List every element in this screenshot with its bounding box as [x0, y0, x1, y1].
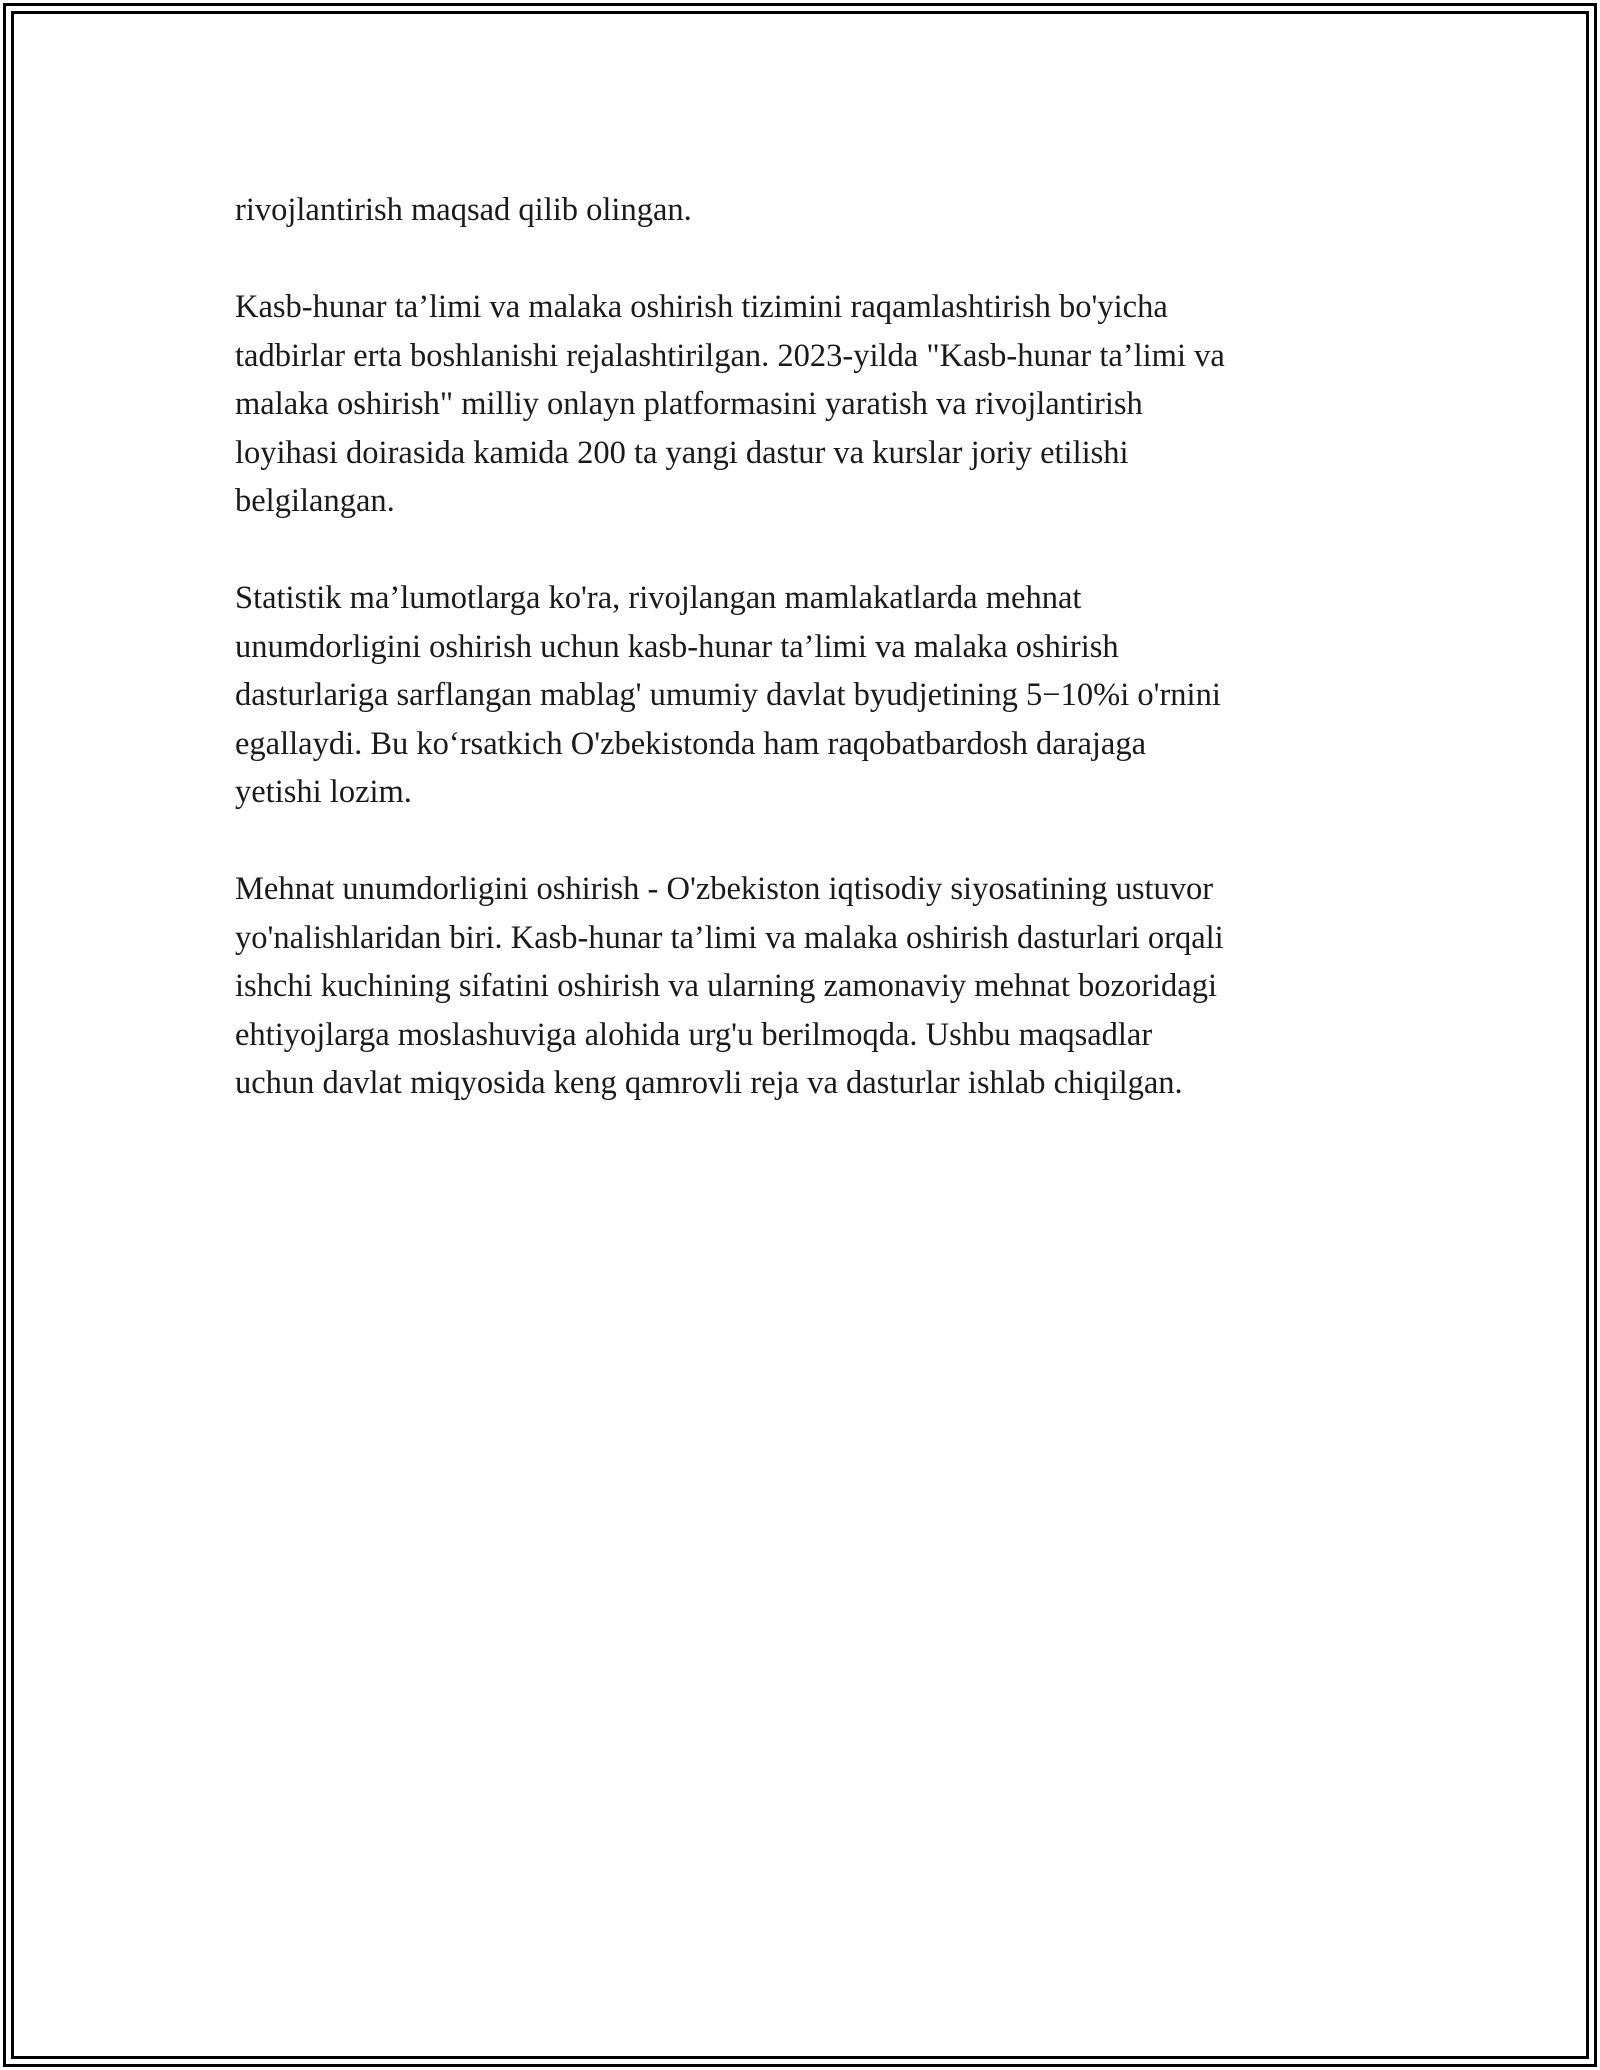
text-line: belgilangan. — [235, 483, 395, 519]
text-line: rivojlantirish maqsad qilib olingan. — [235, 192, 692, 228]
text-line: dasturlariga sarflangan mablag' umumiy davlat byudjetining 5−10%i o'rnini — [235, 677, 1221, 713]
paragraph-3 — [235, 574, 1365, 817]
paragraph-2 — [235, 283, 1365, 526]
text-line: uchun davlat miqyosida keng qamrovli reja va dasturlar ishlab chiqilgan. — [235, 1065, 1183, 1101]
text-line: yo'nalishlaridan biri. Kasb-hunar ta’limi va malaka oshirish dasturlari orqali — [235, 919, 1224, 956]
paragraph-1 — [235, 186, 1365, 235]
text-line: tadbirlar erta boshlanishi rejalashtirilgan. 2023-yilda "Kasb-hunar ta’limi va — [235, 337, 1225, 374]
paragraph-4 — [235, 865, 1365, 1108]
document-body — [235, 186, 1365, 1108]
text-line: Statistik ma’lumotlarga ko'ra, rivojlangan mamlakatlarda mehnat — [235, 580, 1082, 616]
text-line: Kasb-hunar ta’limi va malaka oshirish tizimini raqamlashtirish bo'yicha — [235, 289, 1168, 325]
text-line: ishchi kuchining sifatini oshirish va ularning zamonaviy mehnat bozoridagi — [235, 968, 1218, 1004]
text-line: malaka oshirish" milliy onlayn platformasini yaratish va rivojlantirish — [235, 386, 1143, 422]
text-line: yetishi lozim. — [235, 774, 412, 810]
text-line: loyihasi doirasida kamida 200 ta yangi dastur va kurslar joriy etilishi — [235, 434, 1129, 471]
text-line: Mehnat unumdorligini oshirish - O'zbekiston iqtisodiy siyosatining ustuvor — [235, 871, 1214, 907]
text-line: ehtiyojlarga moslashuviga alohida urg'u berilmoqda. Ushbu maqsadlar — [235, 1016, 1153, 1053]
text-line: egallaydi. Bu koʻrsatkich O'zbekistonda ham raqobatbardosh darajaga — [235, 725, 1147, 762]
text-line: unumdorligini oshirish uchun kasb-hunar ta’limi va malaka oshirish — [235, 628, 1119, 665]
